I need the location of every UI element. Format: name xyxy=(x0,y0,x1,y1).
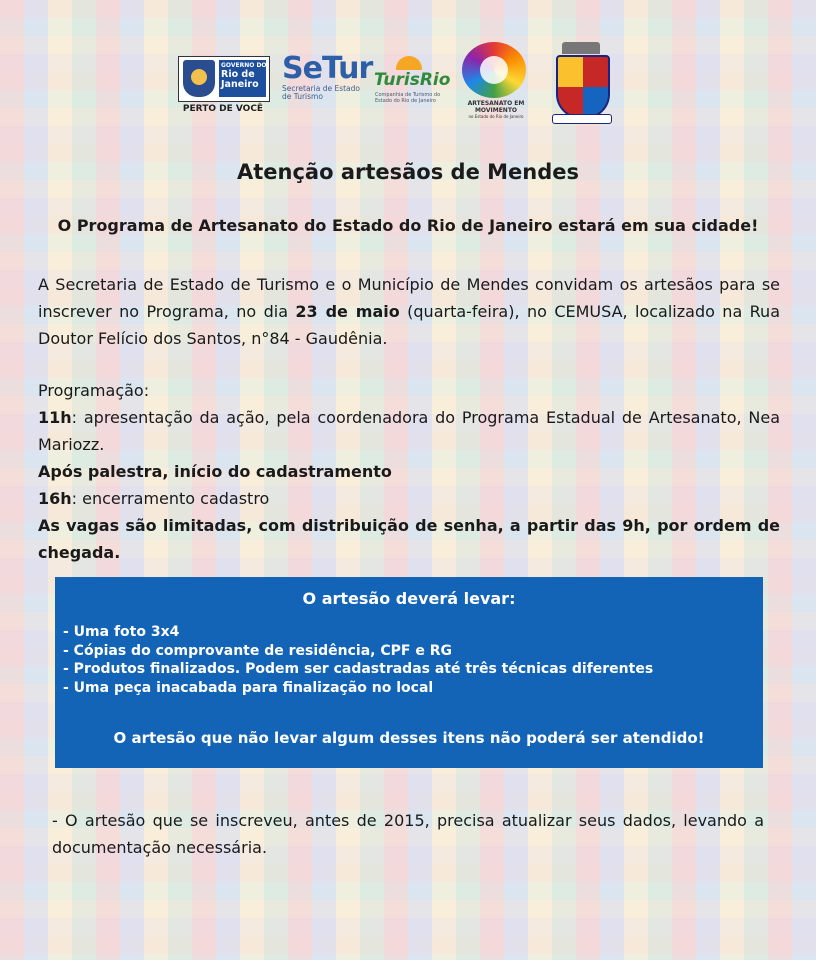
mendes-coat-of-arms-logo xyxy=(550,42,612,124)
rio-government-logo: GOVERNO DO Rio de Janeiro PERTO DE VOCÊ xyxy=(178,56,268,114)
page-title: Atenção artesãos de Mendes xyxy=(236,160,579,184)
requirements-box xyxy=(55,577,763,768)
list-item: - Cópias do comprovante de residência, CPF e RG xyxy=(63,642,452,659)
artesanato-em-movimento-logo: ARTESANATO EM MOVIMENTO no Estado do Rio de Janeiro xyxy=(460,42,532,124)
crown-icon xyxy=(562,42,600,54)
sun-icon xyxy=(396,56,422,70)
event-date: 23 de maio xyxy=(295,302,400,321)
requirements-list xyxy=(63,623,653,697)
schedule-section xyxy=(38,377,780,566)
setur-logo: SeTur Secretaria de Estado de Turismo xyxy=(282,51,373,101)
schedule-heading: Programação: xyxy=(38,381,150,400)
schedule-item-2: 16h: encerramento cadastro xyxy=(38,489,270,508)
schedule-item-1: 11h: apresentação da ação, pela coordenadora do Programa Estadual de Artesanato, Nea Mariozz. xyxy=(38,408,780,454)
vagas-notice: As vagas são limitadas, com distribuição de senha, a partir das 9h, por ordem de chegada. xyxy=(38,516,780,562)
list-item: - Uma foto 3x4 xyxy=(63,624,180,640)
rj-tagline: PERTO DE VOCÊ xyxy=(182,104,264,114)
rj-coat-of-arms-icon xyxy=(183,60,215,97)
list-item: - Produtos finalizados. Podem ser cadastradas até três técnicas diferentes xyxy=(63,661,654,677)
turisrio-logo: TurisRio Companhia de Turismo do Estado do Rio de Janeiro xyxy=(374,56,446,108)
ribbon-icon xyxy=(552,114,612,124)
requirements-title: O artesão deverá levar: xyxy=(302,589,516,608)
page-subtitle: O Programa de Artesanato do Estado do Rio de Janeiro estará em sua cidade! xyxy=(57,216,759,235)
schedule-after-talk: Após palestra, início do cadastramento xyxy=(38,462,392,481)
intro-paragraph: A Secretaria de Estado de Turismo e o Município de Mendes convidam os artesãos para se inscrever no Programa, no dia 23 de maio (quarta-feira), no CEMUSA, localizado na Rua Doutor Felício dos Santos, n°84 - Gaudênia. xyxy=(38,275,780,348)
requirements-warning: O artesão que não levar algum desses itens não poderá ser atendido! xyxy=(113,729,705,747)
shield-icon xyxy=(556,55,610,119)
logo-bar xyxy=(176,42,636,124)
update-note: - O artesão que se inscreveu, antes de 2015, precisa atualizar seus dados, levando a documentação necessária. xyxy=(52,811,764,857)
fabric-burst-icon xyxy=(462,42,526,98)
list-item: - Uma peça inacabada para finalização no local xyxy=(63,679,434,696)
